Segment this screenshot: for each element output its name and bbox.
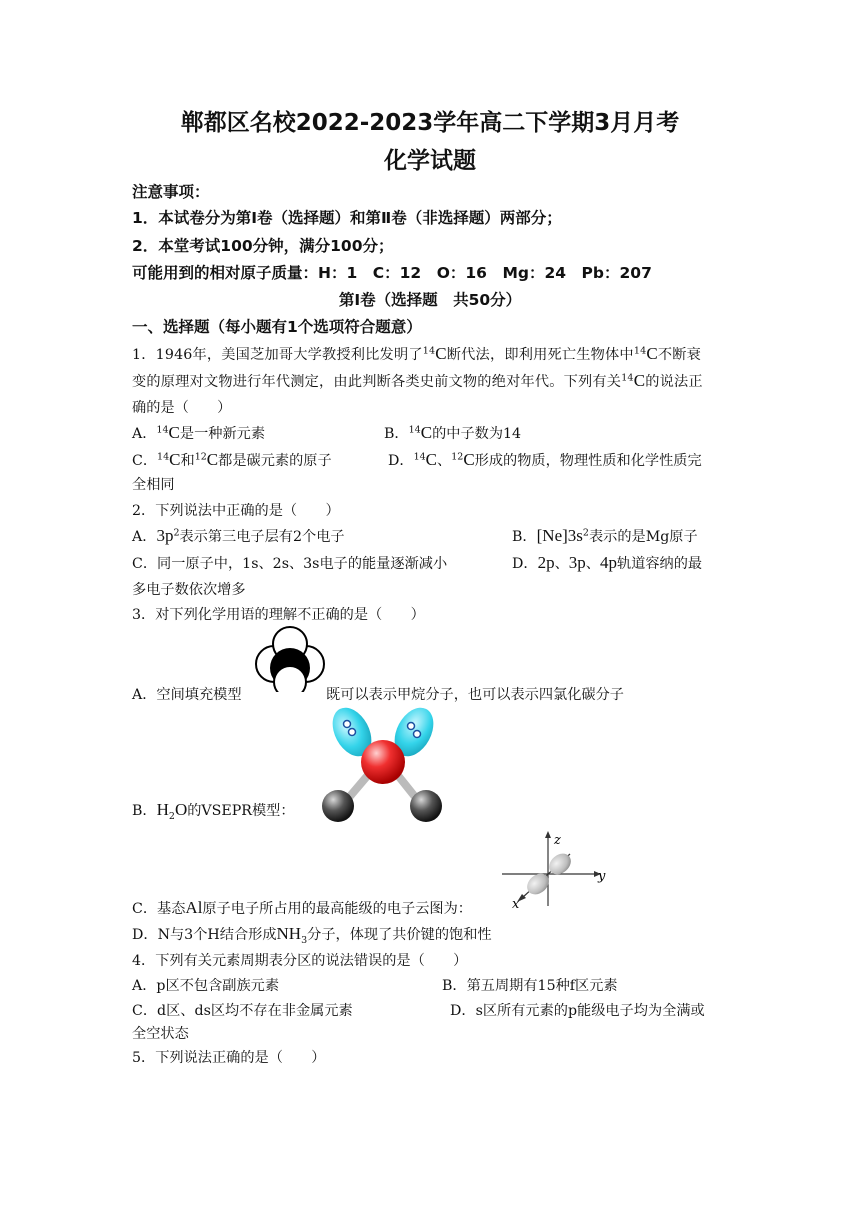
q3-stem: 3．对下列化学用语的理解不正确的是（ ）	[132, 607, 425, 623]
page-title: 郸都区名校2022-2023学年高二下学期3月月考	[180, 110, 680, 136]
atomic-mass-line: 可能用到的相对原子质量：H：1 C：12 O：16 Mg：24 Pb：207	[132, 264, 652, 282]
part1-heading: 第Ⅰ卷（选择题 共50分）	[338, 291, 522, 309]
notes-item-2: 2．本堂考试100分钟，满分100分；	[132, 237, 394, 255]
q4-option-d[interactable]: D．s区所有元素的p能级电子均为全满或	[450, 1003, 705, 1019]
q3-option-c[interactable]: C．基态Al原子电子所占用的最高能级的电子云图为：	[132, 898, 472, 917]
q1-option-b[interactable]: B．$^{14}$C的中子数为14	[384, 423, 522, 442]
q2-option-b[interactable]: B．$[Ne]3s^2$表示的是Mg原子	[512, 526, 698, 545]
q3-option-a-label[interactable]: A．空间填充模型	[132, 687, 242, 703]
q3-option-a-text: 既可以表示甲烷分子，也可以表示四氯化碳分子	[326, 687, 624, 703]
q3-option-d[interactable]: D．N与3个H结合形成$NH_3$分子，体现了共价键的饱和性	[132, 924, 492, 946]
q2-option-d[interactable]: D．2p、3p、4p轨道容纳的最	[512, 553, 703, 572]
axis-x-label: x	[512, 897, 520, 910]
notes-item-1: 1．本试卷分为第Ⅰ卷（选择题）和第Ⅱ卷（非选择题）两部分；	[132, 209, 562, 227]
q4-option-a[interactable]: A．p区不包含副族元素	[132, 978, 280, 994]
q1-option-a[interactable]: A．$^{14}$C是一种新元素	[132, 423, 266, 442]
axis-y-label: y	[598, 869, 606, 884]
q4-stem: 4．下列有关元素周期表分区的说法错误的是（ ）	[132, 953, 468, 969]
q1-option-d-cont: 全相同	[132, 477, 175, 493]
q3-option-b[interactable]: B．$H_2O$的VSEPR模型：	[132, 800, 295, 822]
q1-line-1: 1．1946年，美国芝加哥大学教授利比发明了$^{14}$C断代法，即利用死亡生物体中$^{14}$C不断衰	[132, 344, 702, 363]
q2-option-c[interactable]: C．同一原子中，1s、2s、3s电子的能量逐渐减小	[132, 556, 448, 572]
axis-z-label: z	[554, 833, 561, 848]
space-filling-model-image	[250, 624, 330, 700]
h2o-vsepr-model-image	[320, 704, 446, 826]
electron-cloud-image	[498, 828, 610, 910]
q4-option-b[interactable]: B．第五周期有15种f区元素	[442, 978, 618, 994]
section-heading: 一、选择题（每小题有1个选项符合题意）	[132, 318, 422, 336]
q4-option-d-cont: 全空状态	[132, 1026, 189, 1042]
q4-option-c[interactable]: C．d区、ds区均不存在非金属元素	[132, 1003, 353, 1019]
notes-heading: 注意事项：	[132, 183, 210, 201]
q1-option-d[interactable]: D．$^{14}$C、$^{12}$C形成的物质，物理性质和化学性质完	[388, 450, 702, 469]
q5-stem: 5．下列说法正确的是（ ）	[132, 1050, 326, 1066]
q2-option-d-cont: 多电子数依次增多	[132, 582, 246, 598]
q1-line-2: 变的原理对文物进行年代测定，由此判断各类史前文物的绝对年代。下列有关$^{14}$C的说法正	[132, 371, 703, 390]
q2-stem: 2．下列说法中正确的是（ ）	[132, 503, 340, 519]
q2-option-a[interactable]: A．$3p^2$表示第三电子层有2个电子	[132, 526, 345, 545]
page-subtitle: 化学试题	[384, 148, 476, 174]
q1-option-c[interactable]: C．$^{14}$C和$^{12}$C都是碳元素的原子	[132, 450, 332, 469]
q1-line-3: 确的是（ ）	[132, 400, 232, 416]
